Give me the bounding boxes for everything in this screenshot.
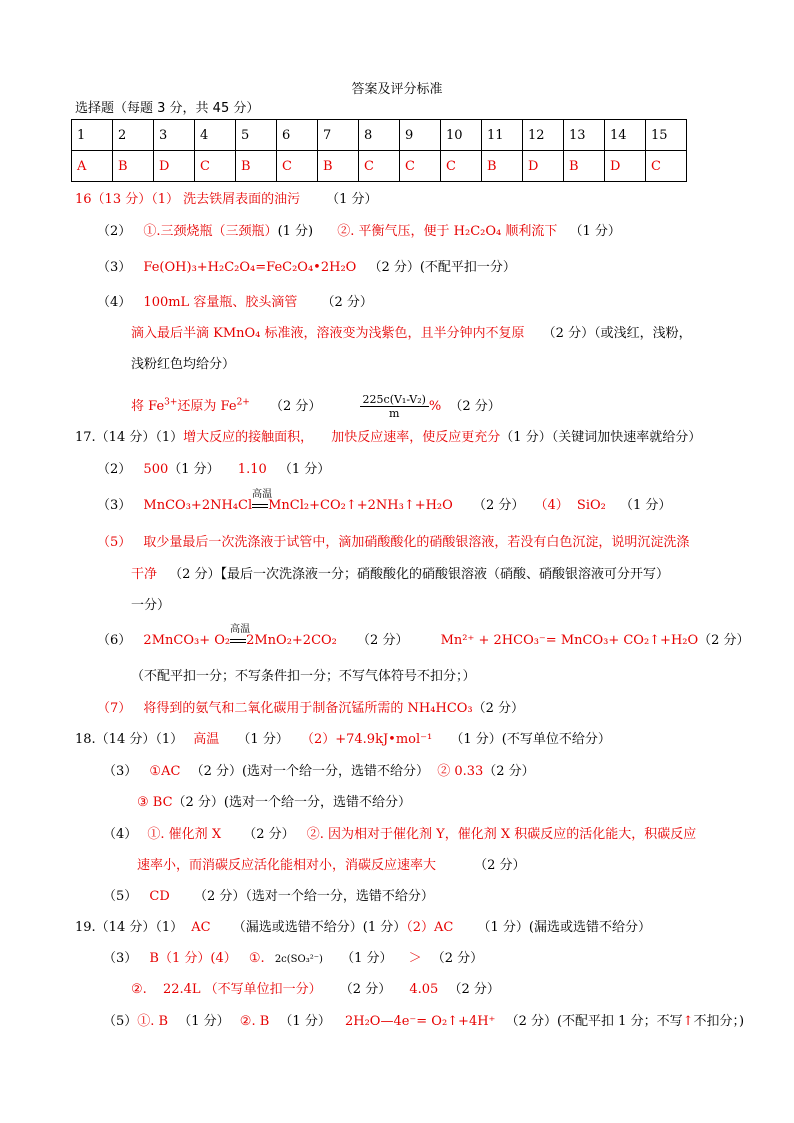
mc-answer-cell: C <box>277 151 318 182</box>
q19-4-answer-3: 4.05 <box>409 982 439 997</box>
q17-5-label: （5） <box>97 535 132 550</box>
mc-answer-cell: B <box>318 151 359 182</box>
q16-2-score-1: (1 分) <box>277 224 314 239</box>
mc-answer-cell: B <box>236 151 277 182</box>
mc-answer-cell: C <box>441 151 482 182</box>
q16-4-score-3: （2 分） <box>269 399 322 414</box>
q18-2-score: （1 分）(不写单位不给分） <box>450 732 611 747</box>
fraction-denominator: m <box>389 407 400 420</box>
mc-number-cell: 5 <box>236 120 277 151</box>
q16-2-label: （2） <box>97 224 132 239</box>
q17-line-4 <box>97 534 689 552</box>
mc-answer-cell: C <box>400 151 441 182</box>
fraction-numerator: 225c(V₁-V₂) <box>360 393 429 407</box>
mc-number-cell: 11 <box>482 120 523 151</box>
q19-3-answer: B（1 分）(4） <box>149 951 237 966</box>
mc-number-cell: 10 <box>441 120 482 151</box>
fe3-charge: 3+ <box>164 397 178 408</box>
mc-number-cell: 14 <box>605 120 646 151</box>
q19-5-score-note: 不扣分；) <box>693 1014 745 1029</box>
q19-4-score-1: （1 分） <box>341 951 393 966</box>
mc-number-cell: 2 <box>113 120 154 151</box>
fe2-charge: 2+ <box>236 397 250 408</box>
q17-line-8: （不配平扣一分；不写条件扣一分；不写气体符号不扣分；） <box>131 669 476 684</box>
q17-1-score: （1 分）（关键词加快速率就给分） <box>500 430 702 445</box>
q19-5-score-2: （1 分） <box>279 1014 331 1029</box>
q17-label: 17.（14 分）（1） <box>75 430 184 445</box>
q18-3-score-2: （2 分） <box>483 764 535 779</box>
q17-6-equation-2: Mn²⁺ + 2HCO₃⁻= MnCO₃+ CO₂↑+H₂O <box>440 633 699 648</box>
q16-3-score: （2 分）(不配平扣一分） <box>368 260 516 275</box>
q17-2-answer-1: 500 <box>143 462 169 477</box>
q17-3-reactants: MnCO₃+2NH₄Cl <box>143 498 253 513</box>
q16-4-answer-2: 滴入最后半滴 KMnO₄ 标准液，溶液变为浅紫色，且半分钟内不复原 <box>131 326 525 341</box>
mc-answer-cell: C <box>359 151 400 182</box>
mc-answer-cell: B <box>113 151 154 182</box>
q19-label: 19.（14 分）（1） <box>75 920 184 935</box>
q18-3-answer-1: ①AC <box>149 764 181 779</box>
mc-answer-cell: D <box>523 151 564 182</box>
q19-5-label: （5） <box>103 1014 138 1029</box>
q19-line-4 <box>103 1013 744 1031</box>
q18-1-score: （1 分） <box>237 732 289 747</box>
q19-line-3 <box>131 981 500 999</box>
q16-line-5 <box>131 325 692 343</box>
q19-line-1 <box>75 919 651 937</box>
q17-5-score: （2 分）【最后一次洗涤液一分；硝酸酸化的硝酸银溶液（硝酸、硝酸银溶液可分开写） <box>169 567 670 582</box>
q19-1-answer: AC <box>191 920 211 935</box>
q19-5-answer-1: ①. B <box>137 1014 169 1029</box>
q18-3-score-1: （2 分）(选对一个给一分，选错不给分） <box>190 764 430 779</box>
q16-4-answer-3a: 将 Fe <box>131 399 165 414</box>
q17-2-answer-2: 1.10 <box>237 462 267 477</box>
heating-condition-label-2: 高温 <box>230 624 251 635</box>
q16-4-score-2: （2 分）（或浅红，浅粉， <box>542 326 692 341</box>
mc-answer-cell: D <box>605 151 646 182</box>
q19-5-answer-2: ②. B <box>239 1014 270 1029</box>
q18-4-answer-2: ②. 因为相对于催化剂 Y，催化剂 X 积碳反应的活化能大，积碳反应 <box>306 827 697 842</box>
mc-number-cell: 8 <box>359 120 400 151</box>
mc-number-cell: 6 <box>277 120 318 151</box>
q16-1-score: （1 分） <box>326 192 378 207</box>
q18-3-score-3: （2 分）(选对一个给一分，选错不给分） <box>172 795 412 810</box>
q17-7-score: （2 分） <box>472 701 525 716</box>
q16-3-label: （3） <box>97 260 132 275</box>
mc-header: 选择题（每题 3 分，共 45 分） <box>75 101 260 116</box>
q17-2-label: （2） <box>97 462 132 477</box>
q18-line-2 <box>103 763 535 781</box>
q18-3-label: （3） <box>103 764 138 779</box>
q19-5-score-1: （1 分） <box>178 1014 230 1029</box>
q19-2-score: （1 分）(漏选或选错不给分） <box>477 920 651 935</box>
q17-2-score-1: （1 分） <box>168 462 220 477</box>
q18-2-answer: （2）+74.9kJ•mol⁻¹ <box>300 732 433 747</box>
q19-3-label: （3） <box>103 951 138 966</box>
q17-1-answer-a: 增大反应的接触面积， <box>183 430 314 445</box>
q17-5-answer: 取少量最后一次洗涤液于试管中，滴加硝酸酸化的硝酸银溶液，若没有白色沉淀，说明沉淀洗涤 <box>143 535 690 550</box>
q17-7-label: （7） <box>97 701 132 716</box>
q18-line-4 <box>103 826 696 844</box>
q16-line-3 <box>97 259 516 277</box>
q16-4-score: （2 分） <box>321 295 373 310</box>
q19-4-answer-2-label: ②. <box>131 982 147 997</box>
mc-number-cell: 13 <box>564 120 605 151</box>
q17-6-score-2: （2 分） <box>698 633 750 648</box>
mc-answer-cell: B <box>564 151 605 182</box>
q17-7-answer: 将得到的氨气和二氧化碳用于制备沉锰所需的 NH₄HCO₃ <box>143 701 473 716</box>
q19-line-2 <box>103 950 483 969</box>
q19-4-score-3: （2 分） <box>339 982 392 997</box>
q18-line-6 <box>103 888 434 906</box>
q17-1-answer-b: 加快反应速率，使反应更充分 <box>331 430 501 445</box>
mc-answer-cell: D <box>154 151 195 182</box>
q17-line-5 <box>131 566 669 584</box>
mc-answer-cell: B <box>482 151 523 182</box>
mc-answer-row <box>72 151 687 182</box>
q16-line-6: 浅粉红色均给分） <box>131 357 236 372</box>
q17-line-1 <box>75 429 701 447</box>
q17-2-score-2: （1 分） <box>278 462 331 477</box>
q16-3-answer: Fe(OH)₃+H₂C₂O₄=FeC₂O₄•2H₂O <box>143 260 357 275</box>
q19-5-equation: 2H₂O—4e⁻= O₂↑+4H⁺ <box>344 1014 496 1029</box>
q16-line-7 <box>131 393 501 420</box>
gas-arrow-icon: ↑ <box>682 1014 694 1029</box>
q19-4-comparison: ＞ <box>408 951 422 966</box>
q17-4-score: （1 分） <box>620 498 672 513</box>
q19-4-answer-2: 22.4L （不写单位扣一分） <box>162 982 322 997</box>
q18-line-5 <box>137 857 526 875</box>
q16-1-answer: 洗去铁屑表面的油污 <box>179 192 301 207</box>
mc-number-cell: 9 <box>400 120 441 151</box>
q17-line-6: 一分） <box>131 598 171 613</box>
q18-4-answer-1: ①. 催化剂 X <box>147 827 222 842</box>
q16-line-4 <box>97 294 373 312</box>
mc-number-row <box>72 120 687 151</box>
q18-5-label: （5） <box>103 889 138 904</box>
q19-4-answer-1-label: ①. <box>248 951 265 966</box>
q19-4-answer-1: 2c(SO₃²⁻) <box>274 954 323 965</box>
q16-line-2 <box>97 223 621 241</box>
q17-4-answer: SiO₂ <box>576 498 606 513</box>
mc-number-cell: 7 <box>318 120 359 151</box>
q18-4-label: （4） <box>103 827 138 842</box>
q17-line-2 <box>97 461 330 479</box>
mc-number-cell: 15 <box>646 120 687 151</box>
q18-line-3 <box>137 794 411 812</box>
q18-4-score-1: （2 分） <box>243 827 295 842</box>
mc-answer-cell: C <box>195 151 236 182</box>
mc-answer-cell: C <box>646 151 687 182</box>
q19-4-score-2: （2 分） <box>431 951 484 966</box>
percent-sign: % <box>428 399 442 414</box>
q16-label: 16（13 分）（1） <box>75 192 179 207</box>
q19-4-score-4: （2 分） <box>448 982 500 997</box>
q17-3-score: （2 分） <box>472 498 525 513</box>
q16-4-answer-3b: 还原为 Fe <box>177 399 237 414</box>
mc-answer-table <box>71 119 687 182</box>
q17-line-9 <box>97 700 524 718</box>
q18-4-answer-2-end: 速率小，而消碳反应活化能相对小，消碳反应速率大 <box>137 858 437 873</box>
q17-line-7 <box>97 624 750 650</box>
mc-number-cell: 3 <box>154 120 195 151</box>
q19-5-score-3: （2 分）(不配平扣 1 分；不写 <box>505 1014 683 1029</box>
q17-6-label: （6） <box>97 633 132 648</box>
q17-line-3 <box>97 489 672 515</box>
q16-4-score-4: （2 分） <box>449 399 501 414</box>
q17-6-reactants: 2MnCO₃+ O₂ <box>143 633 231 648</box>
q17-4-label: （4） <box>534 498 569 513</box>
q16-4-answer: 100mL 容量瓶、胶头滴管 <box>143 295 298 310</box>
q17-6-score-1: （2 分） <box>357 633 409 648</box>
page-title: 答案及评分标准 <box>351 82 443 97</box>
q16-2-score-2: （1 分） <box>569 224 621 239</box>
heating-condition-label: 高温 <box>252 489 273 500</box>
purity-fraction <box>360 393 429 420</box>
q18-line-1 <box>75 731 611 749</box>
q17-6-products: 2MnO₂+2CO₂ <box>246 633 337 648</box>
heating-condition <box>252 489 273 515</box>
q17-3-label: （3） <box>97 498 132 513</box>
q16-line-1 <box>75 191 378 209</box>
q16-4-label: （4） <box>97 295 132 310</box>
q16-2-answer-1: ①.三颈烧瓶（三颈瓶） <box>143 224 278 239</box>
mc-answer-cell: A <box>72 151 113 182</box>
heating-condition-2 <box>230 624 251 650</box>
q16-2-answer-2: ②. 平衡气压，便于 H₂C₂O₄ 顺利流下 <box>337 224 558 239</box>
mc-number-cell: 4 <box>195 120 236 151</box>
q17-3-products: MnCl₂+CO₂↑+2NH₃↑+H₂O <box>268 498 453 513</box>
q17-5-answer-end: 干净 <box>131 567 158 582</box>
q18-5-score: （2 分）（选对一个给一分，选错不给分） <box>193 889 434 904</box>
q19-1-score: （漏选或选错不给分）(1 分） <box>232 920 407 935</box>
q18-1-answer: 高温 <box>193 732 220 747</box>
q18-3-answer-3: ③ BC <box>137 795 173 810</box>
q18-label: 18.（14 分）（1） <box>75 732 184 747</box>
q19-2-answer: （2）AC <box>406 920 454 935</box>
q18-5-answer: CD <box>149 889 170 904</box>
mc-number-cell: 1 <box>72 120 113 151</box>
q18-4-score-2: （2 分） <box>474 858 526 873</box>
mc-number-cell: 12 <box>523 120 564 151</box>
q18-3-answer-2: ② 0.33 <box>437 764 484 779</box>
